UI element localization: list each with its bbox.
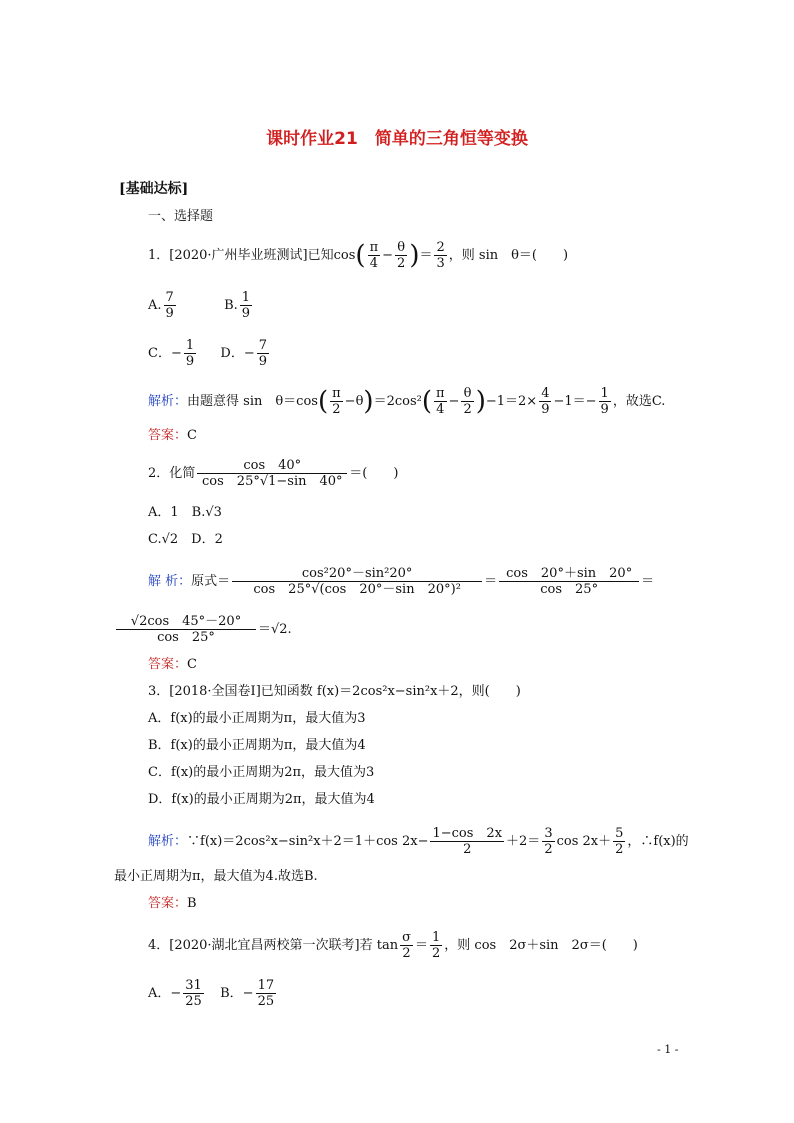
q3-option-b: B．f(x)的最小正周期为π，最大值为4 bbox=[148, 738, 366, 753]
q3-solution-cont: 最小正周期为π，最大值为4.故选B. bbox=[114, 869, 318, 884]
q2-solution: 解 析：原式＝ $\frac{\text{cos²20°－sin²20°}}{\text{cos 25°√(cos 20°－sin 20°)²}}$ ＝ $\frac{\cos 20^\circ+\sin 20^\circ}{\cos 25^\circ}$ ＝ bbox=[148, 566, 655, 597]
q4-options-ab: A．− $\frac{31}{25}$ B．− $\frac{17}{25}$ bbox=[148, 978, 275, 1009]
q3-answer: 答案：B bbox=[148, 896, 197, 911]
section-heading: [基础达标] bbox=[119, 181, 189, 197]
q1-answer: 答案：C bbox=[148, 428, 197, 443]
q1-stem: 1．[2020·广州毕业班测试]已知cos( $\frac{\pi}{4}$ − $\frac{\theta}{2}$ )＝ $\frac{2}{3}$ ，则 sin θ＝( ) bbox=[148, 240, 569, 271]
page-title: 课时作业21 简单的三角恒等变换 bbox=[266, 129, 528, 149]
q2-stem: 2．化简 $\frac{\cos 40^\circ}{\cos 25^\circ√1-\sin 40^\circ}$ ＝( ) bbox=[148, 458, 399, 489]
q1-options-ab: A. $\frac{7}{9}$ B. $\frac{1}{9}$ bbox=[148, 290, 251, 321]
q2-answer: 答案：C bbox=[148, 657, 197, 672]
page-number: - 1 - bbox=[657, 1043, 679, 1056]
q3-option-a: A．f(x)的最小正周期为π，最大值为3 bbox=[148, 711, 366, 726]
q1-solution: 解析：由题意得 sin θ＝cos( $\frac{\pi}{2}$ −θ)＝2cos²( $\frac{\pi}{4}$ − $\frac{\theta}{2}$ )−1＝2× $\frac{4}{9}$ −1＝− $\frac{1}{9}$ ，故选C. bbox=[148, 386, 666, 417]
part-heading: 一、选择题 bbox=[148, 209, 214, 224]
q2-options-cd: C.√2 D．2 bbox=[148, 532, 223, 547]
q3-option-d: D．f(x)的最小正周期为2π，最大值为4 bbox=[148, 792, 375, 807]
q4-stem: 4．[2020·湖北宜昌两校第一次联考]若 tan $\frac{\sigma}{2}$ ＝ $\frac{1}{2}$ ，则 cos 2σ＋sin 2σ＝( ) bbox=[148, 930, 638, 961]
q2-solution-cont: $\frac{√2\cos 45^\circ-20^\circ}{\cos 25^\circ}$ ＝√2. bbox=[114, 614, 292, 645]
q3-stem: 3．[2018·全国卷Ⅰ]已知函数 f(x)＝2cos²x−sin²x＋2，则( ) bbox=[148, 684, 521, 699]
q1-options-cd: C．− $\frac{1}{9}$ D．− $\frac{7}{9}$ bbox=[148, 338, 268, 369]
q3-solution: 解析：∵f(x)＝2cos²x−sin²x＋2＝1＋cos 2x− $\frac{1-\cos 2x}{2}$ ＋2＝ $\frac{3}{2}$ cos 2x＋ $\frac{5}{2}$ ，∴f(x)的 bbox=[148, 826, 689, 857]
q3-option-c: C．f(x)的最小正周期为2π，最大值为3 bbox=[148, 765, 375, 780]
q2-options-ab: A．1 B.√3 bbox=[148, 505, 222, 520]
